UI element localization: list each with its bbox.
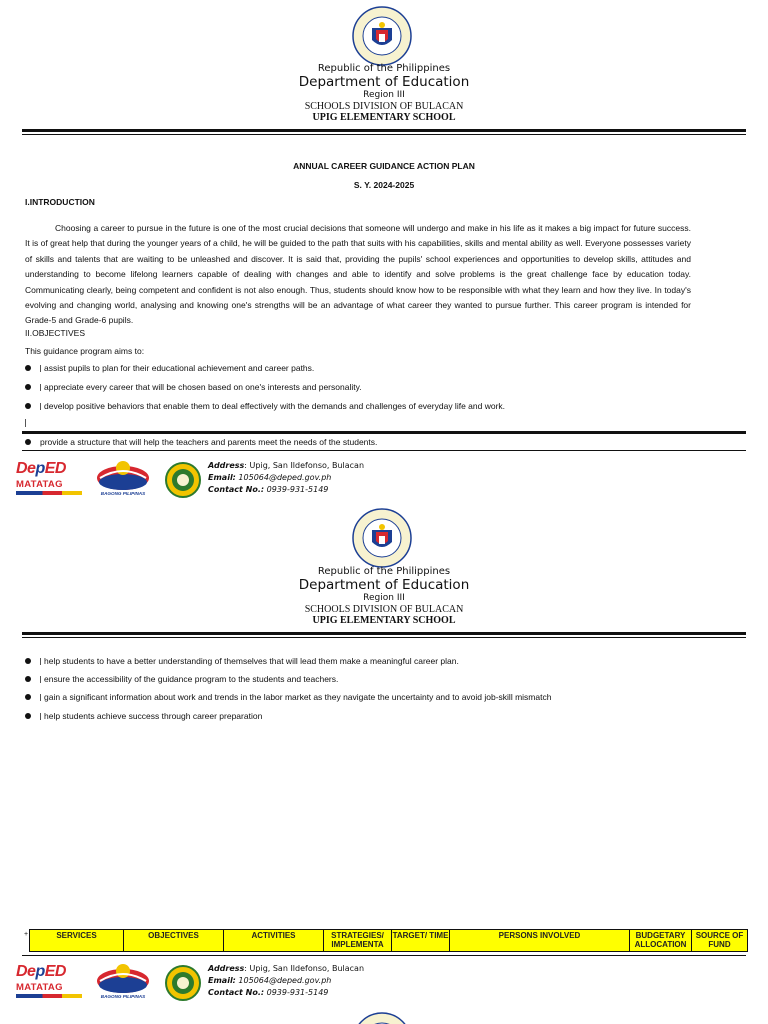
bullet-icon bbox=[25, 713, 31, 719]
department-text: Department of Education bbox=[298, 577, 470, 593]
school-year: S. Y. 2024-2025 bbox=[353, 180, 415, 190]
republic-text: Republic of the Philippines bbox=[317, 63, 451, 74]
deped-seal-icon bbox=[352, 6, 412, 66]
letterhead-page1 bbox=[0, 63, 768, 124]
cursor-mark bbox=[25, 419, 29, 427]
contact-label: Contact No.: bbox=[208, 485, 265, 494]
address-value: : Upig, San Ildefonso, Bulacan bbox=[244, 461, 365, 470]
bullet-icon bbox=[25, 694, 31, 700]
col-strategies: STRATEGIES/ IMPLEMENTA bbox=[324, 930, 392, 952]
col-source-of-fund: SOURCE OF FUND bbox=[692, 930, 748, 952]
matatag-text: MATATAG bbox=[16, 982, 63, 993]
page-break-line bbox=[22, 431, 746, 434]
deped-logo-text: DepED bbox=[16, 963, 66, 980]
republic-text: Republic of the Philippines bbox=[317, 566, 451, 577]
col-persons-involved: PERSONS INVOLVED bbox=[450, 930, 630, 952]
table-move-handle-icon[interactable]: + bbox=[24, 931, 29, 938]
region-text: Region III bbox=[363, 90, 405, 100]
intro-text: Choosing a career to pursue in the future is one of the most crucial decisions that someone will undergo and make in his life as it makes a big impact for future success. It is of great help that during the younger years of a child, he will be guided to the path that suits with his capabilities, skills and mental ability as well. Everyone possesses variety of skills and talents that are waiting to be unleashed and discover. It is said that, providing the pupils' school experiences and opportunities to develop skills, attitudes and understanding to become lifelong learners capable of dealing with changes and able to identify and solve problems is the great challenge face by education today. Communicating clearly, being competent and confident is not also enough. Thus, students should know how to be responsible with what they learn and how they live. In today's evolving and changing world, analysing and knowing one's strengths will be an advantage of what career they wanted to pursue further. This career program is intended for Grade-5 and Grade-6 pupils. bbox=[25, 223, 691, 326]
footer-divider bbox=[22, 955, 746, 956]
bullet-icon bbox=[25, 439, 31, 445]
list-item: ensure the accessibility of the guidance program to the students and teachers. bbox=[25, 674, 338, 684]
contact-value: 0939-931-5149 bbox=[264, 485, 329, 494]
document-title: ANNUAL CAREER GUIDANCE ACTION PLAN bbox=[293, 161, 475, 171]
contact-block bbox=[208, 963, 364, 999]
bagong-pilipinas-text: BAGONG PILIPINAS bbox=[100, 994, 146, 999]
objectives-heading: II.OBJECTIVES bbox=[25, 328, 85, 338]
email-value: 105064@deped.gov.ph bbox=[235, 976, 332, 985]
header-divider-thin bbox=[22, 637, 746, 638]
bullet-icon bbox=[25, 658, 31, 664]
col-activities: ACTIVITIES bbox=[224, 930, 324, 952]
deped-matatag-logo bbox=[14, 963, 86, 1003]
deped-logo-text: DepED bbox=[16, 460, 66, 477]
division-text: SCHOOLS DIVISION OF BULACAN bbox=[304, 604, 464, 615]
header-divider bbox=[22, 129, 746, 132]
division-text: SCHOOLS DIVISION OF BULACAN bbox=[304, 101, 464, 112]
intro-heading: I.INTRODUCTION bbox=[25, 197, 95, 207]
list-item: assist pupils to plan for their educational achievement and career paths. bbox=[25, 363, 314, 373]
contact-block bbox=[208, 460, 364, 496]
page-footer bbox=[14, 963, 414, 1003]
email-label: Email: bbox=[208, 473, 236, 482]
contact-label: Contact No.: bbox=[208, 988, 265, 997]
email-label: Email: bbox=[208, 976, 236, 985]
list-item: gain a significant information about work and trends in the labor market as they navigate the uncertainty and to avoid job-skill mismatch bbox=[25, 692, 551, 702]
school-seal-icon bbox=[165, 965, 201, 1001]
email-value: 105064@deped.gov.ph bbox=[235, 473, 332, 482]
address-label: Address bbox=[208, 964, 245, 973]
matatag-text: MATATAG bbox=[16, 479, 63, 490]
address-value: : Upig, San Ildefonso, Bulacan bbox=[244, 964, 365, 973]
col-objectives: OBJECTIVES bbox=[124, 930, 224, 952]
header-divider-thin bbox=[22, 134, 746, 135]
school-name: UPIG ELEMENTARY SCHOOL bbox=[312, 112, 456, 123]
contact-value: 0939-931-5149 bbox=[264, 988, 329, 997]
list-item: develop positive behaviors that enable them to deal effectively with the demands and challenges of everyday life and work. bbox=[25, 401, 505, 411]
list-item: help students to have a better understanding of themselves that will lead them make a meaningful career plan. bbox=[25, 656, 459, 666]
bullet-icon bbox=[25, 384, 31, 390]
bullet-icon bbox=[25, 676, 31, 682]
col-target-time: TARGET/ TIME bbox=[392, 930, 450, 952]
bullet-icon bbox=[25, 403, 31, 409]
address-label: Address bbox=[208, 461, 245, 470]
col-budgetary-allocation: BUDGETARY ALLOCATION bbox=[630, 930, 692, 952]
col-services: SERVICES bbox=[30, 930, 124, 952]
objectives-intro: This guidance program aims to: bbox=[25, 346, 145, 356]
list-item: help students achieve success through career preparation bbox=[25, 711, 262, 721]
deped-seal-icon bbox=[352, 508, 412, 568]
region-text: Region III bbox=[363, 593, 405, 603]
deped-matatag-logo bbox=[14, 460, 86, 500]
bagong-pilipinas-logo bbox=[90, 460, 156, 500]
intro-paragraph bbox=[25, 221, 691, 329]
deped-seal-icon bbox=[352, 1012, 412, 1024]
footer-divider bbox=[22, 450, 746, 451]
bullet-icon bbox=[25, 365, 31, 371]
list-item: provide a structure that will help the teachers and parents meet the needs of the students. bbox=[25, 437, 377, 447]
action-plan-table-header bbox=[29, 929, 748, 952]
department-text: Department of Education bbox=[298, 74, 470, 90]
school-name: UPIG ELEMENTARY SCHOOL bbox=[312, 615, 456, 626]
header-divider bbox=[22, 632, 746, 635]
school-seal-icon bbox=[165, 462, 201, 498]
list-item: appreciate every career that will be chosen based on one's interests and personality. bbox=[25, 382, 362, 392]
bagong-pilipinas-text: BAGONG PILIPINAS bbox=[100, 491, 146, 496]
bagong-pilipinas-logo bbox=[90, 963, 156, 1003]
page-footer bbox=[14, 460, 414, 500]
letterhead-page2 bbox=[0, 566, 768, 627]
